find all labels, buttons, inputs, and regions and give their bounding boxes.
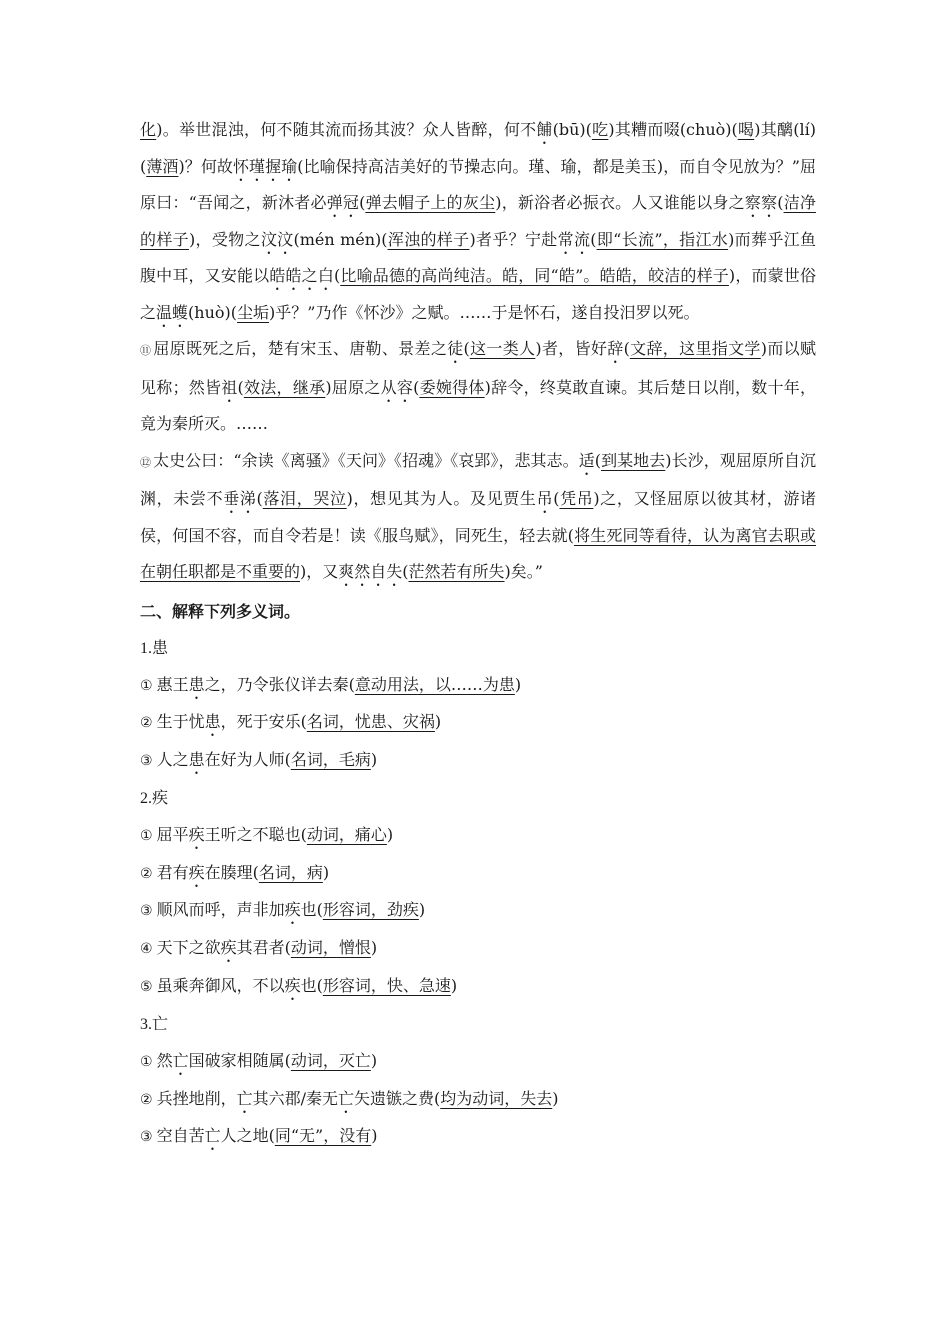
passage-text: )其	[754, 120, 777, 139]
passage-text: )，想见其为人。及见贾生	[346, 489, 537, 508]
annotation-text: 到某地去	[601, 450, 666, 470]
annotation-text: 即“长流”，指江水	[596, 229, 729, 249]
annotation-text: 将生死同等看待，认为离官去职或在朝任职都是不重要的	[140, 525, 816, 581]
passage-text: (	[777, 193, 784, 212]
item-number: ②	[140, 1091, 153, 1108]
sentence-text: 顺风而呼，声非加	[156, 900, 285, 920]
word-heading: 2.疾	[140, 789, 169, 807]
section-title: 二、解释下列多义词。	[140, 601, 301, 621]
example-sentence	[140, 855, 816, 893]
emphasized-word: 餔	[536, 120, 553, 139]
sentence-text: 其君者(	[236, 938, 291, 958]
answer-text: 名词，病	[258, 862, 323, 882]
passage-text: (	[359, 193, 366, 212]
passage-text: (bū)(	[552, 120, 592, 139]
sentence-text: 也(	[300, 900, 323, 920]
passage-text: (	[463, 339, 470, 358]
emphasized-word: 汶汶	[260, 229, 294, 249]
annotation-text: 喝	[737, 120, 755, 139]
annotation-text: 洁净的样子	[140, 193, 816, 249]
annotation-text: 文辞，这里指文学	[629, 339, 761, 358]
sentence-text: 在腠理(	[204, 862, 259, 882]
passage-text: (lí)(	[140, 120, 816, 176]
emphasized-word: 怀瑾握瑜	[232, 156, 298, 176]
sentence-text: 屈平	[156, 824, 189, 844]
example-sentence	[140, 1081, 816, 1119]
example-sentence	[140, 930, 816, 968]
target-word: 疾	[284, 976, 301, 996]
passage-text: )，新浴者必振衣。人又谁能以身之	[495, 193, 745, 212]
sentence-text: )	[514, 674, 522, 694]
passage-text: )者，皆好	[535, 339, 608, 358]
target-word: 疾	[220, 938, 237, 958]
sentence-text: ，死于安乐(	[220, 712, 307, 732]
answer-text: 动词，灭亡	[290, 1050, 371, 1070]
answer-text: 动词，痛心	[306, 824, 387, 844]
item-number: ③	[140, 1129, 153, 1146]
annotation-text: 尘垢	[237, 302, 270, 322]
item-number: ①	[140, 677, 153, 694]
passage-text: )乎？”乃作《怀沙》之赋。……于是怀石，遂自投汨罗以死。	[269, 302, 700, 322]
sentence-text: )	[450, 976, 458, 996]
passage-text: (	[334, 266, 341, 285]
annotation-text: 比喻品德的高尚纯洁。皓，同“皓”。皓皓，皎洁的样子	[340, 266, 729, 285]
word-heading: 3.亡	[140, 1015, 169, 1033]
passage-text: )辞令，终莫敢直谏。其后楚日以削，数十年，竟为秦所灭。……	[140, 377, 816, 433]
passage-text: )屈原之	[325, 377, 381, 397]
passage-text: (mén mén)(	[293, 229, 388, 249]
annotation-text: 落泪，哭泣	[262, 489, 347, 508]
emphasized-word: 徒	[447, 339, 464, 358]
target-word: 患	[188, 750, 205, 770]
sentence-text: 君有	[156, 862, 189, 882]
example-sentence	[140, 1043, 816, 1081]
passage-text: (比喻保持高洁美好的节操志向。瑾、瑜，都是美玉)，而自令见放为？”屈原曰：“吾闻之，新沐者必	[140, 156, 816, 212]
example-sentence	[140, 1118, 816, 1156]
passage-paragraph-12	[140, 443, 816, 591]
sentence-text: )	[434, 712, 442, 732]
item-number: ②	[140, 865, 153, 882]
passage-text: (huò)(	[188, 302, 237, 322]
passage-text: )。举世混浊，何不随其流而扬其波？众人皆醉，何不	[156, 120, 537, 139]
sentence-text: 兵挫地削，	[156, 1088, 237, 1108]
answer-text: 形容词，劲疾	[322, 900, 419, 920]
passage-text: )者乎？宁赴	[469, 229, 558, 249]
passage-text: (	[594, 450, 602, 470]
passage-paragraph-10	[140, 112, 816, 331]
sentence-text: )	[418, 900, 426, 920]
annotation-text: 茫然若有所失	[408, 562, 505, 581]
annotation-text: 化	[140, 120, 157, 139]
answer-text: 意动用法，以……为患	[354, 674, 515, 694]
example-sentence	[140, 968, 816, 1006]
annotation-text: 凭吊	[559, 489, 594, 508]
passage-text: )，而蒙世俗之	[140, 266, 816, 322]
passage-text: 醨	[776, 120, 794, 139]
emphasized-word: 察察	[744, 193, 778, 212]
annotation-text: 效法，继承	[243, 377, 326, 397]
annotation-text: 委婉得体	[419, 377, 485, 397]
sentence-text: 生于忧	[156, 712, 205, 732]
target-word: 疾	[188, 824, 205, 844]
passage-text: (	[553, 489, 560, 508]
emphasized-word: 适	[578, 450, 595, 470]
passage-text: )，受物之	[188, 229, 261, 249]
target-word: 疾	[188, 862, 205, 882]
item-number: ④	[140, 941, 153, 958]
sentence-text: )	[371, 1126, 378, 1146]
annotation-text: 这一类人	[469, 339, 536, 358]
emphasized-word: 皓皓之白	[269, 266, 334, 285]
emphasized-word: 温蠖	[156, 302, 189, 322]
answer-text: 均为动词，失去	[440, 1088, 553, 1108]
emphasized-word: 吊	[536, 489, 554, 508]
passage-text: (	[237, 377, 244, 397]
sentence-text: 然	[156, 1050, 173, 1070]
answer-text: 同“无”，没有	[274, 1126, 372, 1146]
passage-text: )其糟而啜(chuò)(	[608, 120, 738, 139]
sentence-text: 人之地(	[220, 1126, 275, 1146]
sentence-text: 之，乃令张仪详去秦(	[204, 674, 355, 694]
annotation-text: 吃	[591, 120, 609, 139]
sentence-text: )	[386, 824, 394, 844]
sentence-text: 天下之欲	[156, 938, 221, 958]
sentence-text: 在好为人师(	[204, 750, 291, 770]
passage-text: 太史公曰：“余读《离骚》《天问》《招魂》《哀郢》，悲其志。	[153, 450, 579, 470]
passage-text: )而以赋见称；然皆	[140, 339, 816, 397]
emphasized-word: 爽然自失	[338, 562, 403, 581]
target-word: 疾	[284, 900, 301, 920]
word-heading: 1.患	[140, 639, 169, 657]
passage-text: 屈原既死之后，楚有宋玉、唐勒、景差之	[153, 339, 448, 358]
item-number: ③	[140, 903, 153, 920]
answer-text: 形容词，快、急速	[322, 976, 451, 996]
target-word: 患	[188, 674, 205, 694]
passage-text: )长沙，观屈原所自沉渊，未尝不	[140, 450, 816, 508]
sentence-text: 王听之不聪也(	[204, 824, 307, 844]
emphasized-word: 弹冠	[326, 193, 360, 212]
paragraph-number: ⑪	[140, 344, 152, 357]
sentence-text: 国破家相随属(	[188, 1050, 291, 1070]
sentence-text: )	[370, 1050, 378, 1070]
passage-paragraph-11	[140, 331, 816, 443]
passage-text: )？何故	[178, 156, 233, 176]
annotation-text: 浑浊的样子	[387, 229, 470, 249]
sentence-text: 其六郡/秦无	[252, 1088, 338, 1108]
passage-text: (	[413, 377, 420, 397]
example-sentence	[140, 892, 816, 930]
emphasized-word: 祖	[221, 377, 238, 397]
item-number: ⑤	[140, 979, 153, 996]
sentence-text: 矢遗镞之费(	[354, 1088, 441, 1108]
passage-text: )之，又怪屈原以彼其材，游诸侯，何国不容，而自令若是！读《服鸟赋》，同死生，轻去就(	[140, 489, 816, 545]
polysemy-word-list	[140, 630, 816, 1157]
target-word: 患	[204, 712, 221, 732]
sentence-text: )	[370, 750, 378, 770]
document-page	[140, 112, 816, 1156]
sentence-text: 虽乘奔御风，不以	[156, 976, 285, 996]
sentence-text: )	[322, 862, 330, 882]
passage-text: (	[623, 339, 630, 358]
example-sentence	[140, 817, 816, 855]
answer-text: 名词，忧患、灾祸	[306, 712, 435, 732]
passage-text: (	[402, 562, 409, 581]
item-number: ②	[140, 715, 153, 732]
emphasized-word: 垂涕	[223, 489, 257, 508]
target-word: 亡	[236, 1088, 253, 1108]
item-number: ①	[140, 1053, 153, 1070]
example-sentence	[140, 704, 816, 742]
passage-text: )矣。”	[504, 562, 543, 581]
sentence-text: )	[370, 938, 378, 958]
example-sentence	[140, 742, 816, 780]
emphasized-word: 从容	[380, 377, 414, 397]
target-word: 亡	[338, 1088, 355, 1108]
emphasized-word: 常流	[557, 229, 591, 249]
passage-text: (	[590, 229, 597, 249]
sentence-text: 也(	[300, 976, 323, 996]
sentence-text: 空自苦	[156, 1126, 205, 1146]
answer-text: 动词，憎恨	[290, 938, 371, 958]
passage-text: )，又	[300, 562, 339, 581]
emphasized-word: 辞	[607, 339, 624, 358]
passage-text: )而葬乎江鱼腹中耳，又安能以	[140, 229, 816, 285]
target-word: 亡	[204, 1126, 221, 1146]
sentence-text: 人之	[156, 750, 189, 770]
item-number: ③	[140, 753, 153, 770]
item-number: ①	[140, 827, 153, 844]
target-word: 亡	[172, 1050, 189, 1070]
annotation-text: 薄酒	[146, 156, 179, 176]
example-sentence	[140, 667, 816, 705]
paragraph-number: ⑫	[140, 455, 152, 469]
annotation-text: 弹去帽子上的灰尘	[365, 193, 496, 212]
sentence-text: 惠王	[156, 674, 189, 694]
answer-text: 名词，毛病	[290, 750, 371, 770]
sentence-text: )	[552, 1088, 559, 1108]
passage-text: (	[256, 489, 263, 508]
